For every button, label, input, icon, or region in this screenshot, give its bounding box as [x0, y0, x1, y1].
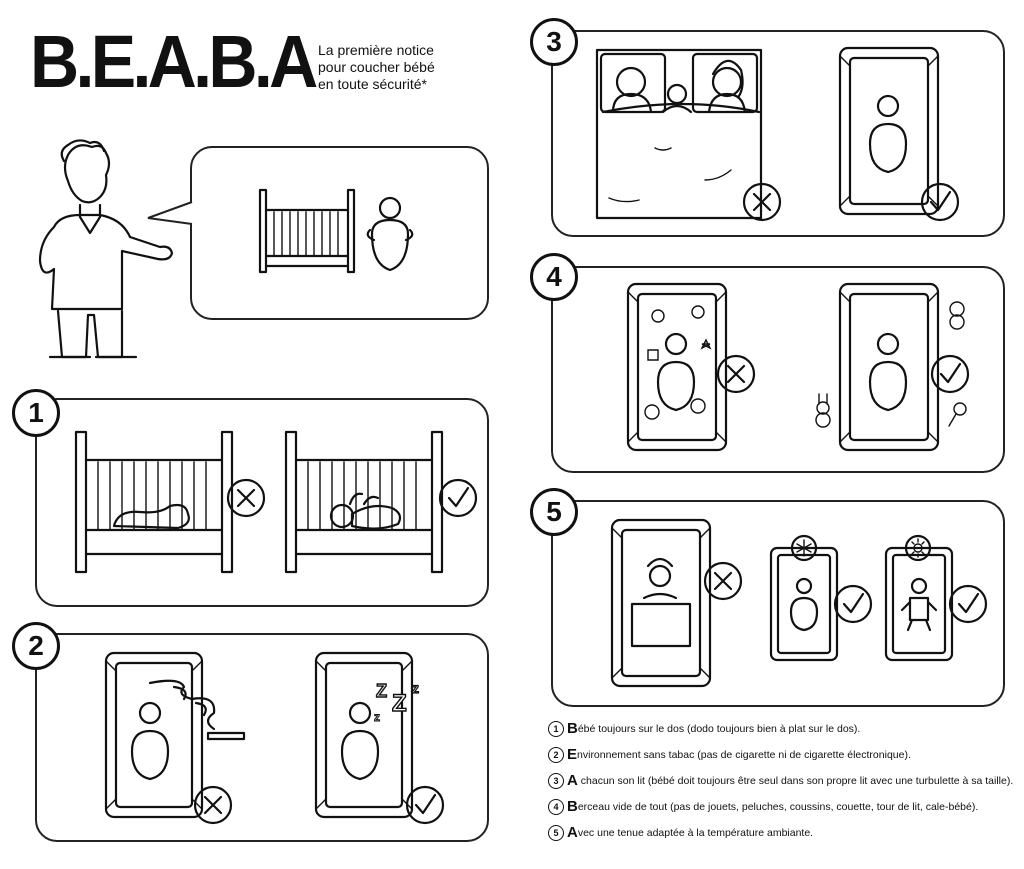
- rule-number: 3: [548, 773, 564, 789]
- svg-text:Z: Z: [376, 681, 387, 701]
- subtitle: [318, 42, 468, 93]
- rule-text: chacun son lit (bébé doit toujours être seul dans son propre lit avec une turbulette à sa taille).: [577, 775, 1014, 787]
- step-number-4: 4: [530, 253, 578, 301]
- rule-item: [548, 747, 911, 763]
- rule-number: 5: [548, 825, 564, 841]
- rule-letter: E: [567, 746, 578, 763]
- cross-mark-icon: [226, 478, 266, 518]
- logo: B.E.A.B.A: [30, 20, 315, 103]
- rule-item: [548, 721, 860, 737]
- rule-item: [548, 773, 1013, 789]
- step-number-1: 1: [12, 389, 60, 437]
- svg-text:z: z: [412, 680, 419, 696]
- rule-letter: B: [567, 720, 578, 737]
- teddy-bear-icon: [944, 300, 970, 330]
- step-number-5: 5: [530, 488, 578, 536]
- rule-number: 2: [548, 747, 564, 763]
- cross-mark-icon: [742, 182, 782, 222]
- check-mark-icon: [920, 182, 960, 222]
- rule-letter: A: [567, 772, 578, 789]
- rule-text: nvironnement sans tabac (pas de cigarette ni de cigarette électronique).: [577, 749, 911, 761]
- step-number-2: 2: [12, 622, 60, 670]
- rabbit-toy-icon: [810, 392, 836, 428]
- crib-baby-on-back: [284, 430, 444, 575]
- bed-with-toys: [626, 282, 728, 454]
- cross-mark-icon: [716, 354, 756, 394]
- rule-text: vec une tenue adaptée à la température ambiante.: [577, 827, 814, 839]
- cross-mark-icon: [703, 561, 743, 601]
- subtitle-line: en toute sécurité*: [318, 76, 427, 92]
- svg-text:z: z: [374, 710, 380, 724]
- crib-baby-on-stomach: [74, 430, 234, 575]
- rule-number: 4: [548, 799, 564, 815]
- check-mark-icon: [438, 478, 478, 518]
- rule-letter: B: [567, 798, 578, 815]
- rule-letter: A: [567, 824, 578, 841]
- overdressed-baby-bed: [610, 518, 712, 690]
- shared-parent-bed: [595, 48, 765, 220]
- crib-icon: [258, 188, 358, 278]
- svg-text:Z: Z: [392, 690, 407, 717]
- baby-sleeping-bag-icon: [362, 194, 418, 274]
- man-illustration: [20, 135, 170, 365]
- step-number-3: 3: [530, 18, 578, 66]
- rule-text: ébé toujours sur le dos (dodo toujours bien à plat sur le dos).: [577, 723, 861, 735]
- subtitle-line: La première notice: [318, 42, 434, 58]
- cross-mark-icon: [193, 785, 233, 825]
- check-mark-icon: [930, 354, 970, 394]
- rattle-icon: [946, 402, 968, 428]
- rule-item: [548, 799, 978, 815]
- speech-bubble-tail: [148, 200, 196, 230]
- check-mark-icon: [405, 785, 445, 825]
- rule-item: [548, 825, 813, 841]
- warm-weather-bed: [884, 546, 954, 662]
- rule-text: erceau vide de tout (pas de jouets, peluches, coussins, couette, tour de lit, cale-bébé).: [577, 801, 979, 813]
- cold-weather-bed: [769, 546, 839, 662]
- empty-bed: [838, 282, 940, 454]
- subtitle-line: pour coucher bébé: [318, 59, 435, 75]
- rule-number: 1: [548, 721, 564, 737]
- check-mark-icon: [833, 584, 873, 624]
- check-mark-icon: [948, 584, 988, 624]
